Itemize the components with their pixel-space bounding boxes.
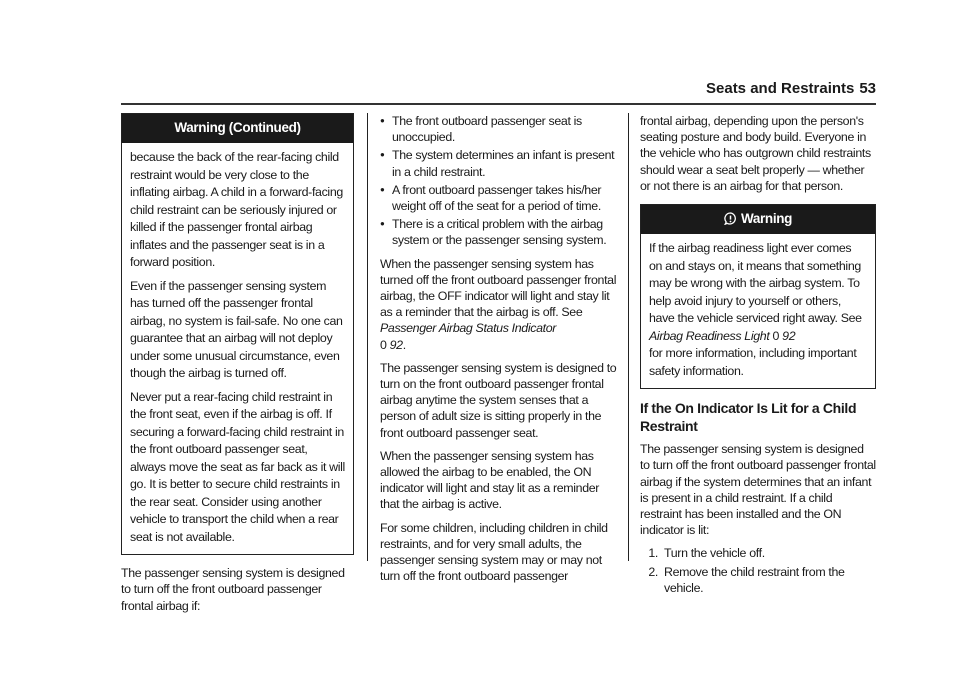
page-header [706,80,876,97]
warning-paragraph: Never put a rear-facing child restraint in the front seat, even if the airbag is off. If securing a forward-facing child restraint in the front outboard passenger seat, always move the seat as far back as it will go. It is better to secure child restraints in the rear seat. Consider using another vehicle to transport the child when a rear seat is not available. [130,389,345,544]
body-paragraph: The passenger sensing system is designed to turn off the front outboard passenger frontal airbag if: [121,566,345,613]
warning-icon [724,212,737,225]
list-item: ● The system determines an infant is present in a child restraint. [380,147,620,179]
body-paragraph: The passenger sensing system is designed to turn on the front outboard passenger frontal airbag anytime the system senses that a person of adult size is sitting properly in the front outboard passenger seat. [380,360,617,440]
condition-list [380,113,620,249]
passenger-airbag-status-link[interactable]: Passenger Airbag Status Indicator [380,321,557,336]
list-item: ● A front outboard passenger takes his/her weight off of the seat for a period of time. [380,182,620,214]
column-middle [380,113,620,591]
steps-list [640,545,876,596]
body-paragraph: When the passenger sensing system has turned off the front outboard passenger frontal airbag, the OFF indicator will light and stay lit as a reminder that the airbag is off. See Passenger Airbag Status Indicator 0 92. [380,256,617,352]
warning-continued-body [122,143,353,554]
page-ref[interactable]: 92 [389,337,403,352]
page-ref[interactable]: 92 [782,328,796,343]
list-item: ● The front outboard passenger seat is unoccupied. [380,113,620,145]
header-divider [121,103,876,105]
airbag-readiness-link[interactable]: Airbag Readiness Light [649,328,770,343]
section-title: Seats and Restraints [706,80,855,97]
section-heading: If the On Indicator Is Lit for a Child Restraint [640,400,857,435]
body-paragraph: For some children, including children in child restraints, and for very small adults, the passenger sensing system may or may not turn off the front outboard passenger [380,520,608,584]
body-paragraph: frontal airbag, depending upon the person's seating posture and body build. Everyone in the vehicle who has outgrown child restraints should wear a seat belt properly — whether or not there is an airbag for that person. [640,114,871,193]
warning-continued-box [121,113,354,555]
page-number: 53 [859,80,876,97]
warning-paragraph: Even if the passenger sensing system has turned off the passenger frontal airbag, no system is fail-safe. No one can guarantee that an airbag will not deploy under some unusual circumstance, even though the airbag is turned off. [130,278,343,381]
warning-body: If the airbag readiness light ever comes on and stays on, it means that something may be wrong with the airbag system. To help avoid injury to yourself or others, have the vehicle serviced right away. See Airbag Readiness Light 0 92 for more information, including important safety information. [649,241,862,378]
body-paragraph: The passenger sensing system is designed to turn off the front outboard passenger frontal airbag if the system determines that an infant is present in a child restraint. If a child restraint has been installed and the ON indicator is lit: [640,442,876,538]
column-left [121,113,354,621]
warning-continued-title: Warning (Continued) [122,114,353,143]
column-divider [628,113,629,561]
warning-paragraph: because the back of the rear-facing child restraint would be very close to the inflating airbag. A child in a forward-facing child restraint can be seriously injured or killed if the passenger frontal airbag inflates and the passenger seat is in a forward position. [130,150,343,270]
list-item: ● There is a critical problem with the airbag system or the passenger sensing system. [380,216,620,248]
column-divider [367,113,368,561]
page-ref-arrow: 0 [772,328,780,343]
warning-box [640,204,876,389]
list-item: 1. Turn the vehicle off. [648,546,765,561]
warning-title: Warning [641,205,875,234]
page-ref-arrow: 0 [380,337,387,352]
list-item: 2. Remove the child restraint from the vehicle. [648,564,845,595]
column-right [640,113,876,598]
body-paragraph: When the passenger sensing system has allowed the airbag to be enabled, the ON indicator will light and stay lit as a reminder that the airbag is active. [380,448,600,512]
